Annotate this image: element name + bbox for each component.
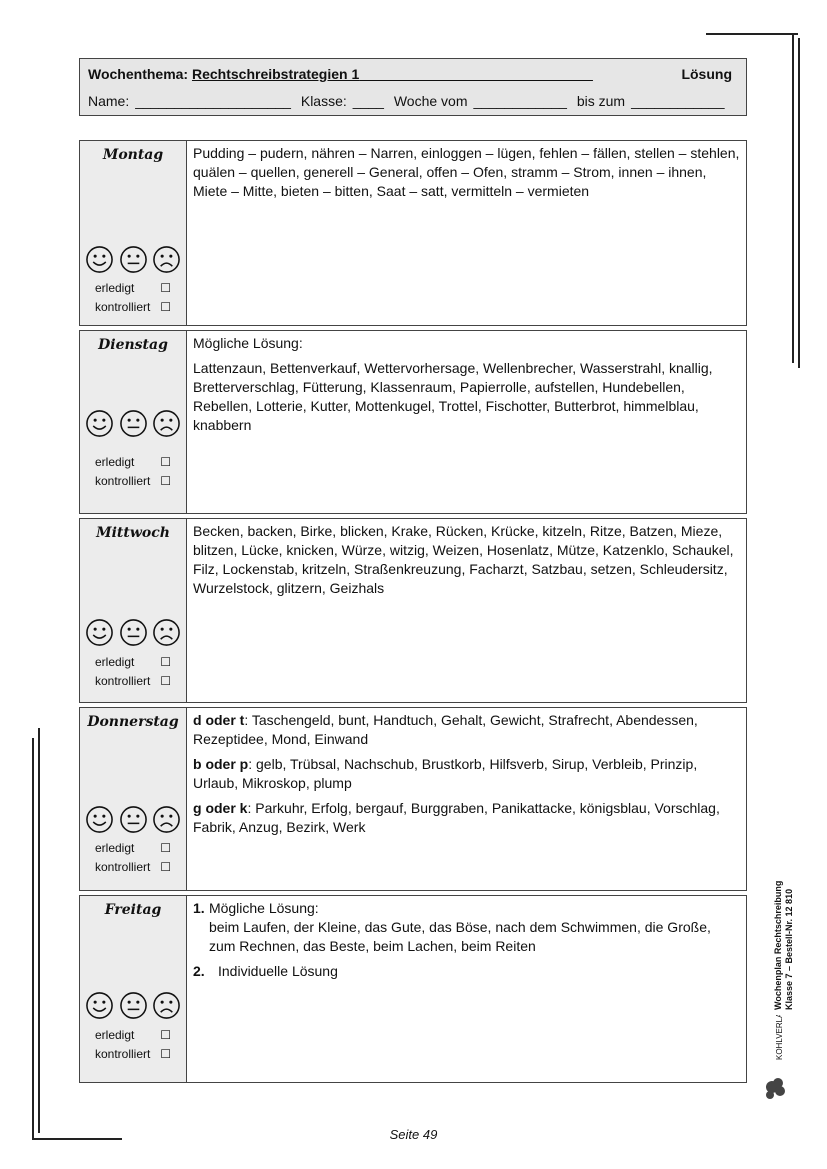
mood-faces	[85, 618, 181, 647]
day-name: Mittwoch	[96, 525, 170, 541]
checked-checkbox[interactable]: ☐	[160, 1047, 171, 1061]
wednesday-text: Becken, backen, Birke, blicken, Krake, Rücken, Krücke, kitzeln, Ritze, Batzen, Mieze, blitzen, Lücke, knicken, Würze, witzig, Weizen, Hosenlatz, Mütze, Katzenklo, Schaukel, Filz, Lockenstab, kritzeln, Straßenkreuzung, Facharzt, Satzbau, setzen, Schleudersitz, Wurzelstock, glitzern, Geizhals	[193, 523, 734, 596]
publisher-logo	[762, 1015, 792, 1105]
name-label: Name:	[88, 93, 130, 109]
checked-label: kontrolliert	[95, 1047, 151, 1061]
topic-label: Wochenthema:	[88, 66, 189, 82]
name-blank: ____________________	[135, 93, 291, 109]
sad-face-icon[interactable]	[152, 805, 181, 834]
day-name: Donnerstag	[87, 714, 179, 730]
neutral-face-icon[interactable]	[119, 409, 148, 438]
day-monday	[79, 140, 747, 326]
checked-label: kontrolliert	[95, 674, 151, 688]
day-content	[193, 522, 740, 604]
friday-item	[193, 962, 740, 981]
day-name: Montag	[102, 147, 164, 163]
status-checkboxes	[95, 1026, 171, 1064]
monday-text: Pudding – pudern, nähren – Narren, einloggen – lügen, fehlen – fällen, stellen – stehlen, quälen – quellen, generell – General, offen – Ofen, stramm – Strom, innen – ihnen, Miete – Mitte, bieten – bitten, Saat – satt, vermitteln – vermieten	[193, 145, 740, 199]
done-label: erledigt	[95, 655, 135, 669]
week-label: Woche vom	[393, 93, 468, 109]
group-text: : Parkuhr, Erfolg, bergauf, Burggraben, Panikattacke, königsblau, Vorschlag, Fabrik, Anzug, Bezirk, Werk	[193, 800, 720, 835]
sidebar-text	[755, 860, 800, 1010]
tuesday-intro: Mögliche Lösung:	[193, 335, 303, 351]
checked-checkbox[interactable]: ☐	[160, 674, 171, 688]
day-label-cell	[80, 331, 187, 513]
frame-line	[32, 738, 34, 1138]
day-label-cell	[80, 896, 187, 1082]
frame-line	[706, 33, 798, 35]
checked-label: kontrolliert	[95, 860, 151, 874]
week-blank: ____________	[473, 93, 567, 109]
mood-faces	[85, 991, 181, 1020]
done-label: erledigt	[95, 281, 135, 295]
sad-face-icon[interactable]	[152, 245, 181, 274]
item-number: 2.	[193, 963, 205, 979]
status-checkboxes	[95, 453, 171, 491]
thursday-group	[193, 711, 740, 749]
done-checkbox[interactable]: ☐	[160, 1028, 171, 1042]
student-fields	[88, 93, 731, 109]
neutral-face-icon[interactable]	[119, 805, 148, 834]
checked-label: kontrolliert	[95, 300, 151, 314]
day-content	[193, 144, 740, 207]
group-text: : Taschengeld, bunt, Handtuch, Gehalt, Gewicht, Strafrecht, Abendessen, Rezeptidee, Mond, Einwand	[193, 712, 698, 747]
topic-value: Rechtschreibstrategien 1______________________________	[191, 66, 593, 82]
day-name: Dienstag	[98, 337, 168, 353]
checked-checkbox[interactable]: ☐	[160, 300, 171, 314]
group-text: : gelb, Trübsal, Nachschub, Brustkorb, Hilfsverb, Sirup, Verbleib, Prinzip, Urlaub, Mikroskop, plump	[193, 756, 698, 791]
publisher-sidebar	[755, 860, 800, 1010]
day-label-cell	[80, 141, 187, 325]
done-label: erledigt	[95, 841, 135, 855]
class-blank: ____	[352, 93, 384, 109]
happy-face-icon[interactable]	[85, 409, 114, 438]
until-label: bis zum	[576, 93, 626, 109]
item-title: Mögliche Lösung:	[208, 900, 319, 916]
happy-face-icon[interactable]	[85, 991, 114, 1020]
group-label: b oder p	[193, 756, 249, 772]
done-label: erledigt	[95, 455, 135, 469]
frame-line	[38, 728, 40, 1133]
sidebar-line-2: Klasse 7 – Bestell-Nr. 12 810	[784, 888, 794, 1010]
group-label: g oder k	[193, 800, 248, 816]
done-label: erledigt	[95, 1028, 135, 1042]
day-thursday	[79, 707, 747, 891]
day-friday	[79, 895, 747, 1083]
done-checkbox[interactable]: ☐	[160, 841, 171, 855]
tuesday-text: Lattenzaun, Bettenverkauf, Wettervorhersage, Wellenbrecher, Wasserstrahl, knallig, Bretterverschlag, Fütterung, Klassenraum, Papierrolle, aufstellen, Hundebellen, Rebellen, Lotterie, Kutter, Mottenkugel, Trottel, Fischotter, Butterbrot, himmelblau, knabbern	[193, 360, 713, 433]
sad-face-icon[interactable]	[152, 409, 181, 438]
day-label-cell	[80, 519, 187, 702]
item-title: Individuelle Lösung	[218, 963, 338, 979]
frame-line	[798, 38, 800, 368]
status-checkboxes	[95, 279, 171, 317]
sad-face-icon[interactable]	[152, 991, 181, 1020]
done-checkbox[interactable]: ☐	[160, 655, 171, 669]
day-name: Freitag	[104, 902, 162, 918]
header-box	[79, 58, 747, 116]
status-checkboxes	[95, 653, 171, 691]
neutral-face-icon[interactable]	[119, 245, 148, 274]
neutral-face-icon[interactable]	[119, 618, 148, 647]
happy-face-icon[interactable]	[85, 805, 114, 834]
solution-label: Lösung	[681, 66, 732, 82]
happy-face-icon[interactable]	[85, 618, 114, 647]
class-label: Klasse:	[300, 93, 347, 109]
mood-faces	[85, 245, 181, 274]
until-blank: ____________	[631, 93, 725, 109]
happy-face-icon[interactable]	[85, 245, 114, 274]
day-content	[193, 711, 740, 843]
mood-faces	[85, 805, 181, 834]
item-text: beim Laufen, der Kleine, das Gute, das Böse, nach dem Schwimmen, die Große, zum Rechnen, das Beste, beim Lachen, beim Reiten	[208, 919, 711, 954]
publisher-name: KOHLVERLAG	[775, 1015, 784, 1060]
sad-face-icon[interactable]	[152, 618, 181, 647]
status-checkboxes	[95, 839, 171, 877]
tree-logo-icon	[766, 1078, 785, 1099]
thursday-group	[193, 799, 740, 837]
day-content	[193, 899, 740, 987]
sidebar-line-1: Wochenplan Rechtschreibung	[773, 880, 783, 1010]
item-number: 1.	[193, 900, 205, 916]
checked-label: kontrolliert	[95, 474, 151, 488]
checked-checkbox[interactable]: ☐	[160, 474, 171, 488]
neutral-face-icon[interactable]	[119, 991, 148, 1020]
day-content	[193, 334, 740, 441]
thursday-group	[193, 755, 740, 793]
topic-line	[88, 66, 593, 82]
day-tuesday	[79, 330, 747, 514]
mood-faces	[85, 409, 181, 438]
checked-checkbox[interactable]: ☐	[160, 860, 171, 874]
done-checkbox[interactable]: ☐	[160, 281, 171, 295]
day-label-cell	[80, 708, 187, 890]
group-label: d oder t	[193, 712, 245, 728]
page-number: Seite 49	[389, 1127, 438, 1142]
done-checkbox[interactable]: ☐	[160, 455, 171, 469]
frame-line	[792, 33, 794, 363]
day-wednesday	[79, 518, 747, 703]
friday-item	[193, 899, 740, 956]
